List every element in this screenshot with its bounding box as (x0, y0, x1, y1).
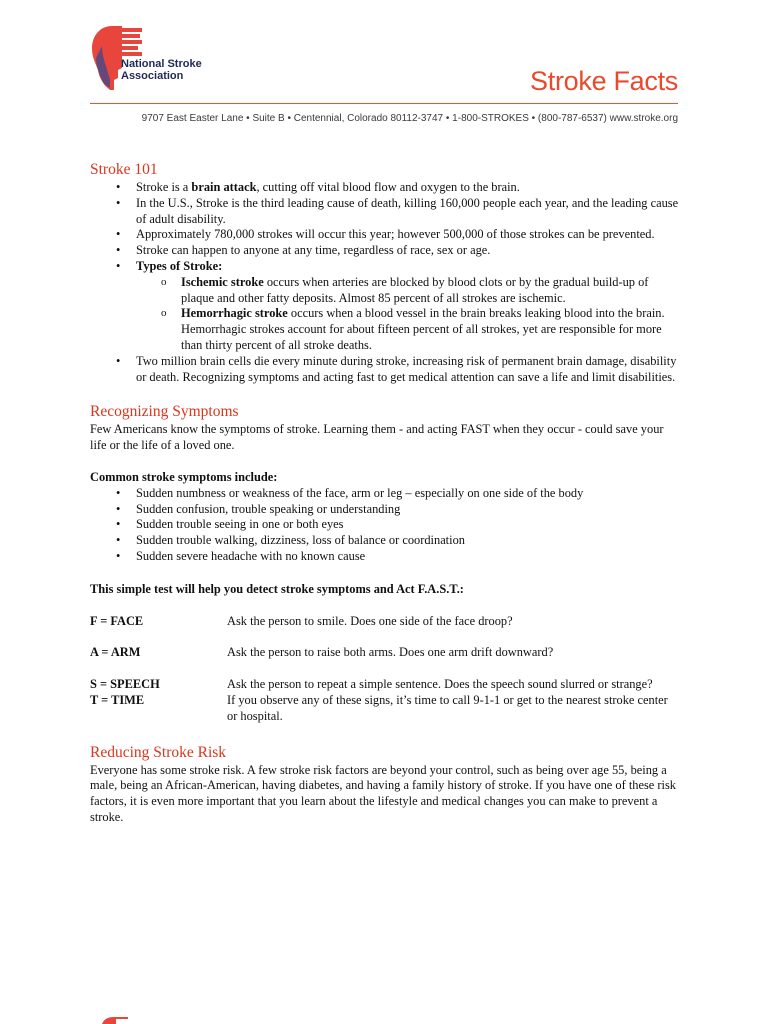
org-name-line2: Association (121, 70, 184, 82)
fast-description: If you observe any of these signs, it’s time to call 9-1-1 or get to the nearest stroke center or hospital. (227, 692, 668, 723)
fast-row-speech (90, 677, 680, 693)
symptom-text: Sudden trouble walking, dizziness, loss of balance or coordination (136, 533, 465, 548)
list-item: • Approximately 780,000 strokes will occur this year; however 500,000 of those strokes can be prevented. (116, 227, 655, 242)
fast-row-time (90, 693, 680, 725)
stroke101-heading: Stroke 101 (90, 161, 158, 178)
fast-description: Ask the person to smile. Does one side of the face droop? (227, 613, 513, 628)
fast-key: T = TIME (90, 692, 145, 707)
fast-key: F = FACE (90, 613, 144, 628)
fast-description: Ask the person to repeat a simple sentence. Does the speech sound slurred or strange? (227, 677, 653, 692)
bullet-emphasis: brain attack (191, 180, 257, 194)
list-item: • Stroke can happen to anyone at any time, regardless of race, sex or age. (116, 243, 491, 258)
list-item: • Types of Stroke: o Ischemic stroke occurs when arteries are blocked by blood clots or by the gradual build-up of plaque and other fatty deposits. Almost 85 percent of all strokes are ischemic. o Hemorrhagic stroke occurs when a blood vessel in the brain breaks leaking blood into the brain. Hemorrhagic strokes account for about fifteen percent of all strokes, yet are responsible for more than thirty percent of all stroke deaths. (90, 259, 680, 354)
symptoms-intro: Few Americans know the symptoms of stroke. Learning them - and acting FAST when they occur - could save your life or the life of a loved one. (90, 422, 664, 453)
sub-item-term: Hemorrhagic stroke (181, 306, 288, 321)
list-item: • In the U.S., Stroke is the third leading cause of death, killing 160,000 people each year, and the leading cause of adult disability. (116, 195, 679, 226)
page-footer-logo-fragment (98, 1016, 130, 1024)
list-item: • Sudden confusion, trouble speaking or understanding (116, 501, 401, 516)
symptom-text: Sudden numbness or weakness of the face, arm or leg – especially on one side of the body (136, 485, 584, 500)
risk-text: Everyone has some stroke risk. A few stroke risk factors are beyond your control, such as being over age 55, being a male, being an African-American, having diabetes, and having a family history of stroke. If you have one of these risk factors, it is even more important that you learn about the lifestyle and medical changes you can make to prevent a stroke. (90, 762, 676, 824)
bullet-text: Two million brain cells die every minute during stroke, increasing risk of permanent brain damage, disability or death. Recognizing symptoms and acting fast to get medical attention can save a life and limit disabilities. (136, 353, 677, 384)
fast-key: A = ARM (90, 645, 141, 660)
list-item: • Sudden severe headache with no known cause (116, 548, 366, 563)
stroke-types-list (136, 275, 680, 354)
sub-list-item: o Hemorrhagic stroke occurs when a blood vessel in the brain breaks leaking blood into the brain. Hemorrhagic strokes account for about fifteen percent of all strokes, yet are responsible for more than thirty percent of all stroke deaths. (161, 306, 665, 352)
risk-heading: Reducing Stroke Risk (90, 743, 227, 761)
fast-row-arm (90, 645, 680, 661)
document-body (90, 160, 680, 826)
symptoms-heading: Recognizing Symptoms (90, 403, 239, 421)
org-name-line1: National Stroke (121, 58, 202, 70)
bullet-text: Stroke can happen to anyone at any time, regardless of race, sex or age. (136, 243, 491, 258)
org-name (121, 58, 202, 82)
list-item: • Sudden numbness or weakness of the face, arm or leg – especially on one side of the body (116, 485, 584, 500)
bullet-text: , cutting off vital blood flow and oxygen to the brain. (256, 180, 520, 194)
bullet-text: Approximately 780,000 strokes will occur this year; however 500,000 of those strokes can be prevented. (136, 227, 655, 242)
list-item: • Stroke is a brain attack, cutting off vital blood flow and oxygen to the brain. (116, 180, 520, 194)
sub-item-term: Ischemic stroke (181, 274, 264, 289)
document-title: Stroke Facts (530, 66, 678, 96)
symptom-text: Sudden confusion, trouble speaking or understanding (136, 501, 401, 516)
symptoms-list (90, 486, 680, 565)
sub-item-text: occurs when arteries are blocked by blood clots or by the gradual build-up of plaque and other fatty deposits. Almost 85 percent of all strokes are ischemic. (181, 274, 649, 305)
sub-list-item: o Ischemic stroke occurs when arteries are blocked by blood clots or by the gradual build-up of plaque and other fatty deposits. Almost 85 percent of all strokes are ischemic. (161, 274, 649, 305)
list-item: • Two million brain cells die every minute during stroke, increasing risk of permanent brain damage, disability or death. Recognizing symptoms and acting fast to get medical attention can save a life and limit disabilities. (116, 353, 677, 384)
bullet-text: Stroke is a (136, 180, 192, 194)
bullet-emphasis: Types of Stroke: (136, 258, 223, 273)
list-item: • Sudden trouble walking, dizziness, loss of balance or coordination (116, 533, 465, 548)
stroke101-list (90, 180, 680, 385)
fast-test-heading: This simple test will help you detect stroke symptoms and Act F.A.S.T.: (90, 581, 464, 596)
bullet-text: In the U.S., Stroke is the third leading cause of death, killing 160,000 people each year, and the leading cause of adult disability. (136, 195, 679, 226)
symptom-text: Sudden trouble seeing in one or both eyes (136, 517, 344, 532)
list-item: • Sudden trouble seeing in one or both eyes (116, 517, 344, 532)
fast-row-face (90, 614, 680, 630)
symptoms-list-heading: Common stroke symptoms include: (90, 469, 278, 484)
fast-description: Ask the person to raise both arms. Does one arm drift downward? (227, 645, 554, 660)
contact-address: 9707 East Easter Lane • Suite B • Centennial, Colorado 80112-3747 • 1-800-STROKES • (800-787-6537) www.stroke.org (141, 113, 678, 124)
header-divider (90, 103, 678, 104)
fast-key: S = SPEECH (90, 677, 160, 692)
symptom-text: Sudden severe headache with no known cause (136, 548, 366, 563)
sub-item-text: occurs when a blood vessel in the brain breaks leaking blood into the brain. Hemorrhagic strokes account for about fifteen percent of all strokes, yet are responsible for more than thirty percent of all stroke deaths. (181, 306, 665, 352)
